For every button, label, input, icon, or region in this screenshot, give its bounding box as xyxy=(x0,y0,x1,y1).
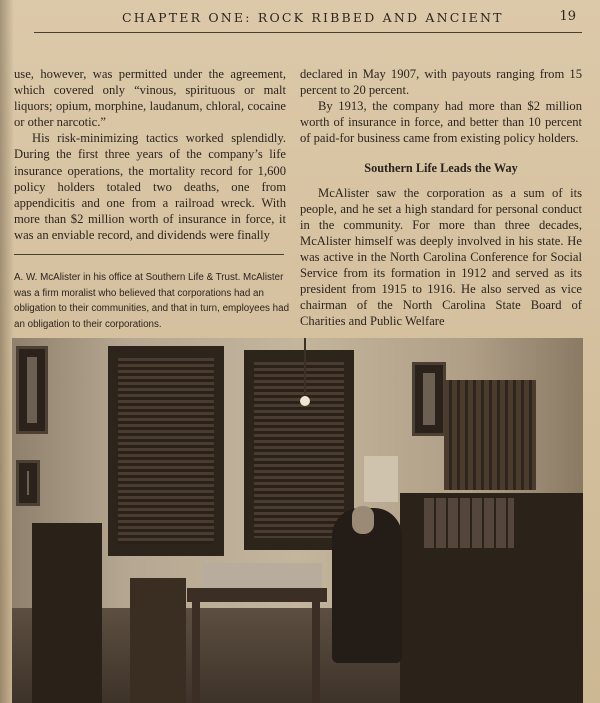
paragraph: By 1913, the company had more than $2 million worth of insurance in force, and better than 10 percent of paid-for business came from existing policy holders. xyxy=(300,99,582,146)
chapter-title: CHAPTER ONE: ROCK RIBBED AND ANCIENT xyxy=(122,10,504,25)
paragraph: declared in May 1907, with payouts ranging from 15 percent to 20 percent. xyxy=(300,67,582,98)
photo-table-leg xyxy=(312,600,320,703)
paragraph: His risk-minimizing tactics worked splendidly. During the first three years of the company’s life insurance operations, the mortality record for 1,600 policy holders totaled two deaths, one from appendicitis and one from a railroad wreck. With more than $2 million worth of insurance in force, it was an enviable record, and dividends were finally xyxy=(14,131,286,242)
paragraph: use, however, was permitted under the agreement, which covered only “vinous, spirituous or malt liquors; opium, morphine, laudanum, chloral, cocaine or other narcotic.” xyxy=(14,67,286,130)
office-photograph xyxy=(12,338,583,703)
photo-table xyxy=(187,588,327,602)
photo-chair xyxy=(130,578,186,703)
photo-wall-calendar xyxy=(364,456,398,502)
photo-lamp-cord xyxy=(304,338,306,400)
photo-wall-frame-left xyxy=(16,346,48,434)
photo-chair xyxy=(32,523,102,703)
photo-desk-cubbies xyxy=(424,498,514,548)
photo-table-papers xyxy=(202,563,322,589)
photo-caption: A. W. McAlister in his office at Southern Life & Trust. McAlister was a firm moralist who believed that corporations had an obligation to their communities, and that in turn, employees had an obligation to their corporations. xyxy=(14,272,290,330)
left-column xyxy=(14,66,286,243)
section-heading: Southern Life Leads the Way xyxy=(364,161,518,176)
photo-bulb xyxy=(300,396,310,406)
page-number: 19 xyxy=(559,9,576,24)
running-header xyxy=(80,10,580,30)
photo-table-leg xyxy=(192,600,200,703)
photo-man-head xyxy=(352,506,374,534)
photo-portrait xyxy=(412,362,446,436)
header-rule xyxy=(34,32,582,33)
photo-window-left xyxy=(108,346,224,556)
caption-rule xyxy=(14,254,284,255)
right-column xyxy=(300,66,582,329)
photo-bookcase xyxy=(444,380,536,490)
paragraph: McAlister saw the corporation as a sum of its people, and he set a high standard for personal conduct in the community. For more than three decades, McAlister himself was deeply involved in his state. He was active in the North Carolina Conference for Social Service from its formation in 1912 and served as its president from 1915 to 1916. He also served as vice chairman of the North Carolina State Board of Charities and Public Welfare xyxy=(300,185,582,329)
photo-wall-frame-small xyxy=(16,460,40,506)
